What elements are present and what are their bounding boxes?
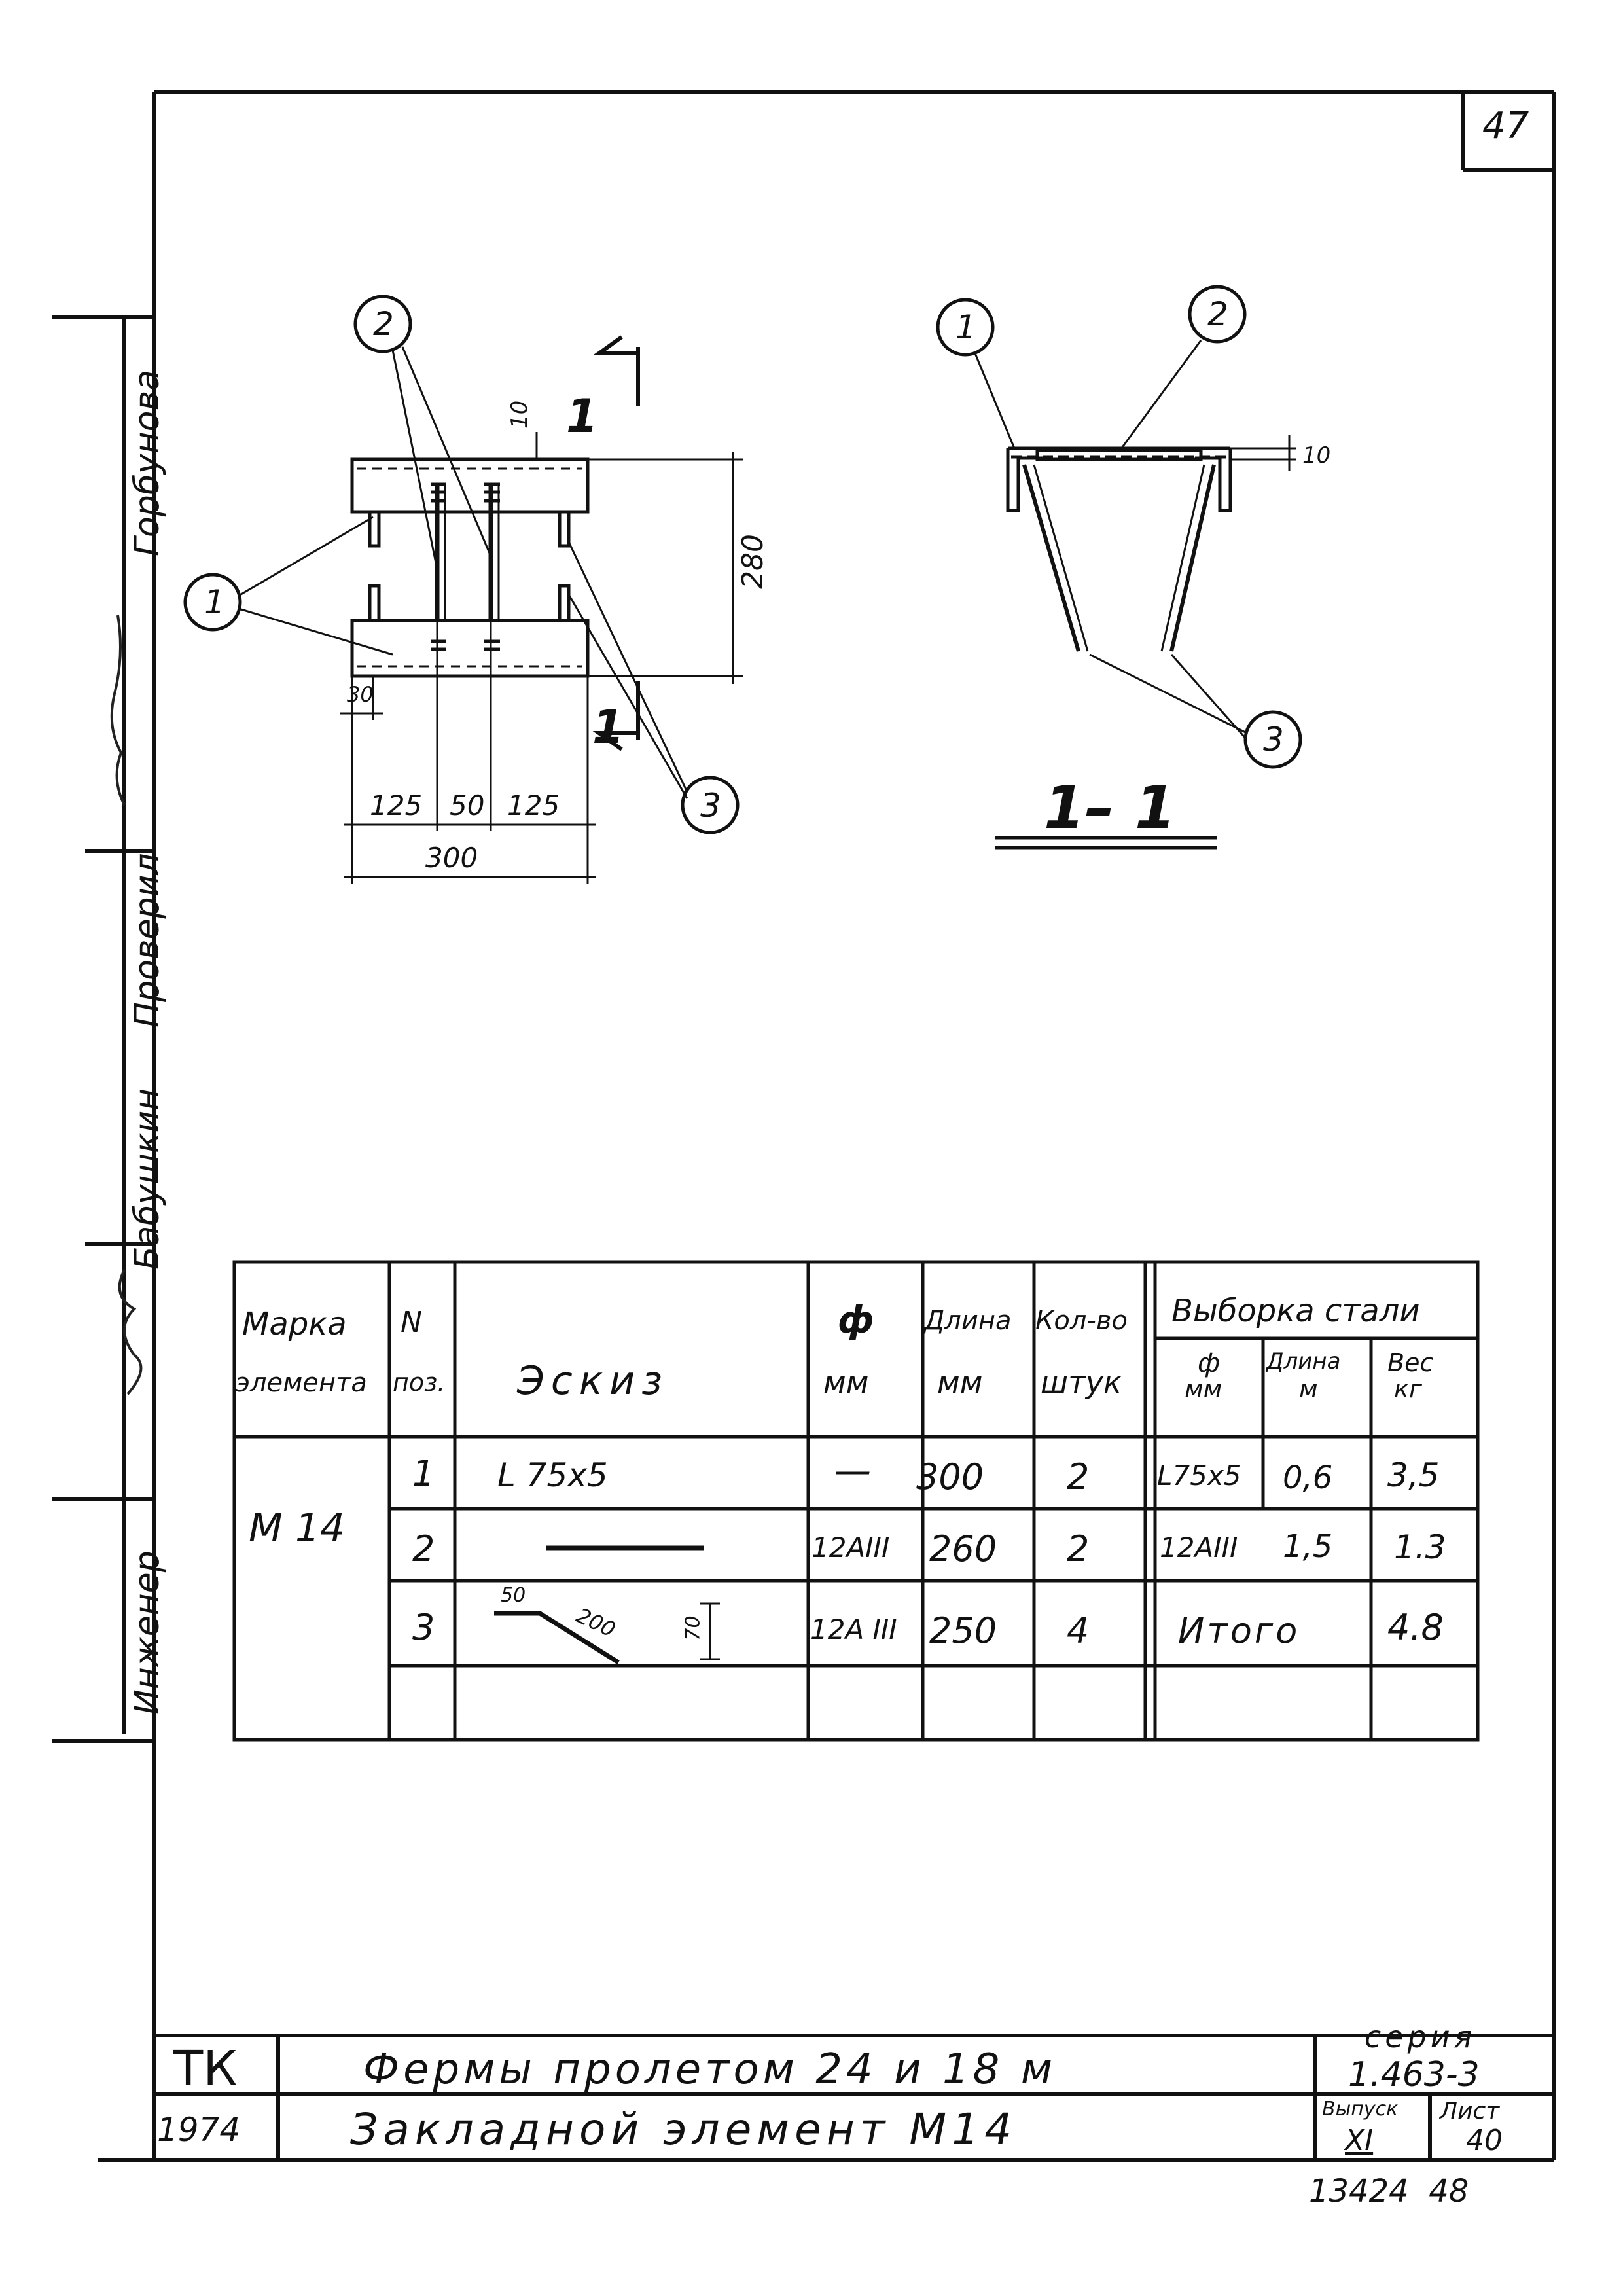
row3-sketch-dim-b: 200: [572, 1602, 620, 1643]
callout-3-label: 3: [700, 787, 721, 825]
th-s-dia-unit: мм: [1185, 1374, 1222, 1403]
archive-number: 13424 48: [1309, 2173, 1469, 2210]
dim-width: 300: [425, 842, 478, 874]
th-s-len-unit: м: [1299, 1374, 1318, 1403]
row1-dia: —: [834, 1450, 871, 1492]
tb-sheet-label: Лист: [1440, 2098, 1500, 2125]
tb-code: ТК: [173, 2041, 238, 2097]
callout-1-label: 1: [204, 583, 225, 621]
section-callout-1: 1: [955, 308, 976, 346]
stamp-engineer: Инженер: [128, 1551, 167, 1715]
th-len: Длина: [924, 1306, 1012, 1336]
dim-edge: 30: [347, 682, 374, 707]
row2-dia: 12АIII: [812, 1532, 890, 1564]
callout-2-label: 2: [373, 305, 394, 343]
th-qty: Кол-во: [1035, 1306, 1128, 1336]
plan-view: [157, 288, 785, 903]
th-qty-unit: штук: [1041, 1365, 1122, 1400]
th-pos: N: [401, 1306, 422, 1339]
row3-total-label: Итого: [1178, 1610, 1300, 1651]
row1-s-dia: L75x5: [1157, 1460, 1241, 1492]
th-s-dia: ф: [1198, 1348, 1221, 1378]
th-mark2: элемента: [236, 1368, 367, 1398]
th-sketch: Эскиз: [517, 1358, 669, 1404]
row1-qty: 2: [1067, 1456, 1090, 1498]
th-s-wt: Вес: [1387, 1348, 1434, 1377]
row1-len: 300: [916, 1456, 984, 1498]
row1-s-wt: 3,5: [1387, 1456, 1440, 1494]
row2-len: 260: [929, 1528, 997, 1570]
angle-top: [352, 459, 588, 512]
section-mark-bottom: 1: [592, 700, 624, 754]
anchor-bar-top-right: [560, 512, 569, 546]
tb-series: 1.463-3: [1348, 2055, 1480, 2094]
row2-pos: 2: [412, 1528, 435, 1570]
dim-thickness: 10: [507, 400, 533, 429]
row1-sketch: L 75x5: [497, 1456, 608, 1494]
row3-pos: 3: [412, 1607, 435, 1648]
section-dim-thickness: 10: [1302, 442, 1331, 469]
section-callout-2: 2: [1207, 295, 1228, 333]
anchor-bar-bottom-right: [560, 586, 569, 620]
th-pos2: поз.: [393, 1368, 446, 1397]
anchor-bar-top-left: [370, 512, 379, 546]
th-s-len: Длина: [1266, 1348, 1341, 1374]
row3-sketch-dim-c: 70: [681, 1615, 705, 1641]
stamp-checked: Проверил: [128, 853, 167, 1028]
row2-s-len: 1,5: [1283, 1528, 1333, 1565]
row3-sketch-dim-a: 50: [501, 1584, 526, 1607]
th-mark: Марка: [242, 1306, 347, 1342]
row2-qty: 2: [1067, 1528, 1090, 1570]
row2-s-wt: 1.3: [1394, 1528, 1446, 1566]
dim-right: 125: [507, 789, 560, 821]
row3-dia: 12А III: [810, 1613, 897, 1645]
th-dia: ф: [838, 1299, 874, 1342]
tb-title1: Фермы пролетом 24 и 18 м: [363, 2045, 1056, 2094]
stamp-name-gorbunova: Горбунова: [128, 370, 167, 556]
th-s-wt-unit: кг: [1394, 1374, 1422, 1403]
row3-total-wt: 4.8: [1387, 1607, 1444, 1648]
section-mark-top: 1: [566, 389, 598, 443]
tb-sheet: 40: [1466, 2124, 1503, 2157]
section-title: 1– 1: [1044, 774, 1176, 842]
row1-pos: 1: [412, 1453, 435, 1494]
dim-height: 280: [736, 534, 770, 589]
angle-bottom: [352, 620, 588, 676]
tb-issue: XI: [1345, 2124, 1374, 2157]
tb-year: 1974: [157, 2111, 241, 2149]
tb-title2: Закладной элемент М14: [350, 2104, 1018, 2155]
tb-issue-label: Выпуск: [1322, 2098, 1399, 2121]
row3-qty: 4: [1067, 1610, 1090, 1651]
row2-s-dia: 12АIII: [1160, 1532, 1238, 1564]
row3-len: 250: [929, 1610, 997, 1651]
dim-left: 125: [370, 789, 423, 821]
row1-s-len: 0,6: [1283, 1460, 1333, 1496]
signatures: [79, 589, 151, 1505]
section-view: [903, 275, 1348, 864]
stamp-name-babushkin: Бабушкин: [128, 1088, 167, 1270]
corner-sheet-number: 47: [1482, 105, 1529, 147]
th-steel: Выборка стали: [1171, 1293, 1420, 1329]
anchor-bar-bottom-left: [370, 586, 379, 620]
th-dia-unit: мм: [823, 1365, 869, 1400]
dim-mid: 50: [450, 789, 485, 821]
section-callout-3: 3: [1263, 721, 1284, 759]
tb-series-label: серия: [1364, 2019, 1476, 2054]
th-len-unit: мм: [937, 1365, 983, 1400]
element-mark: М 14: [249, 1505, 346, 1551]
